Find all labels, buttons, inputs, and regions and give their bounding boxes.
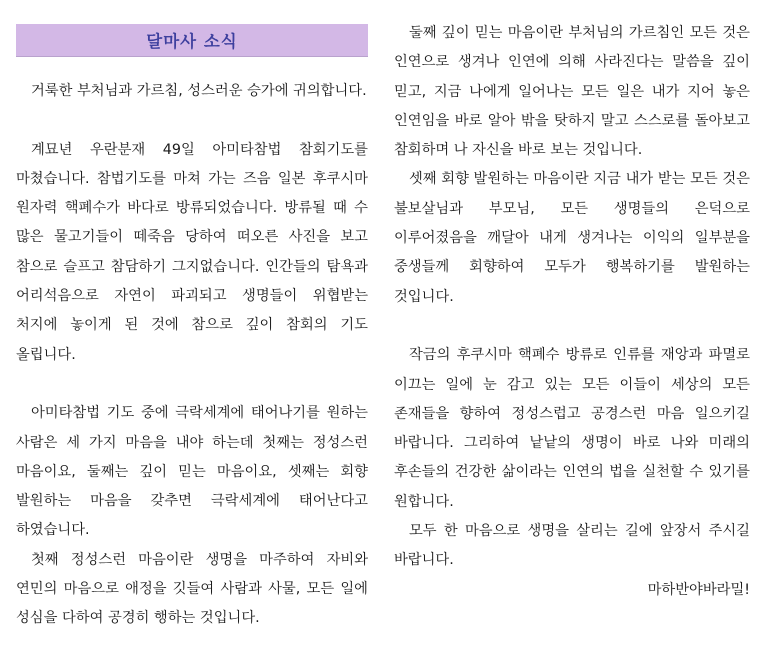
right-paragraph-3: 작금의 후쿠시마 핵폐수 방류로 인류를 재앙과 파멸로 이끄는 일에 눈 감고 있는 모든 이들이 세상의 모든 존재들을 향하여 정성스럽고 공경스런 마음 일으키길 바랍니다. 그리하여 낱낱의 생명이 바로 나와 미래의 후손들의 건강한 삶이라는 인연의 법을 실천할 수 있기를 원합니다. [394, 347, 750, 510]
closing-mantra: 마하반야바라밀! [647, 581, 750, 598]
left-paragraph-3: 아미타참법 기도 중에 극락세계에 태어나기를 원하는 사람은 세 가지 마음을 내야 하는데 첫째는 정성스런 마음이요, 둘째는 깊이 믿는 마음이요, 셋째는 회향 발원하는 마음을 갖추면 극락세계에 태어난다고 하였습니다. [16, 405, 368, 539]
left-column [16, 0, 368, 634]
left-paragraph-2: 계묘년 우란분재 49일 아미타참법 참회기도를 마쳤습니다. 참법기도를 마쳐 가는 즈음 일본 후쿠시마 원자력 핵폐수가 바다로 방류되었습니다. 방류될 때 수 많은 물고기들이 떼죽음 당하여 떠오른 사진을 보고 참으로 슬프고 참담하기 그지없습니다. 인간들의 탐욕과 어리석음으로 자연이 파괴되고 생명들이 위협받는 처지에 놓이게 된 것에 참으로 깊이 참회의 기도 올립니다. [16, 141, 368, 363]
left-paragraph-1: 거룩한 부처님과 가르침, 성스러운 승가에 귀의합니다. [31, 83, 367, 99]
left-paragraph-4: 첫째 정성스런 마음이란 생명을 마주하여 자비와 연민의 마음으로 애정을 깃들여 사람과 사물, 모든 일에 성심을 다하여 공경히 행하는 것입니다. [16, 551, 368, 627]
paragraph-gap [16, 370, 368, 399]
paragraph-gap [394, 312, 750, 341]
right-paragraph-4: 모두 한 마음으로 생명을 살리는 길에 앞장서 주시길 바랍니다. [394, 523, 750, 569]
paragraph-gap [16, 106, 368, 135]
right-column [394, 0, 750, 605]
section-banner [16, 24, 368, 57]
right-paragraph-2: 셋째 회향 발원하는 마음이란 지금 내가 받는 모든 것은 불보살님과 부모님, 모든 생명들의 은덕으로 이루어졌음을 깨달아 내게 생겨나는 이익의 일부분을 중생들께 회향하여 모두가 행복하기를 발원하는 것입니다. [394, 171, 750, 305]
banner-title: 달마사 소식 [146, 32, 238, 51]
right-paragraph-1: 둘째 깊이 믿는 마음이란 부처님의 가르침인 모든 것은 인연으로 생겨나 인연에 의해 사라진다는 말씀을 깊이 믿고, 지금 나에게 일어나는 모든 일은 내가 지어 놓은 인연임을 바로 알아 밖을 탓하지 말고 스스로를 돌아보고 참회하며 나 자신을 바로 보는 것입니다. [394, 25, 750, 159]
